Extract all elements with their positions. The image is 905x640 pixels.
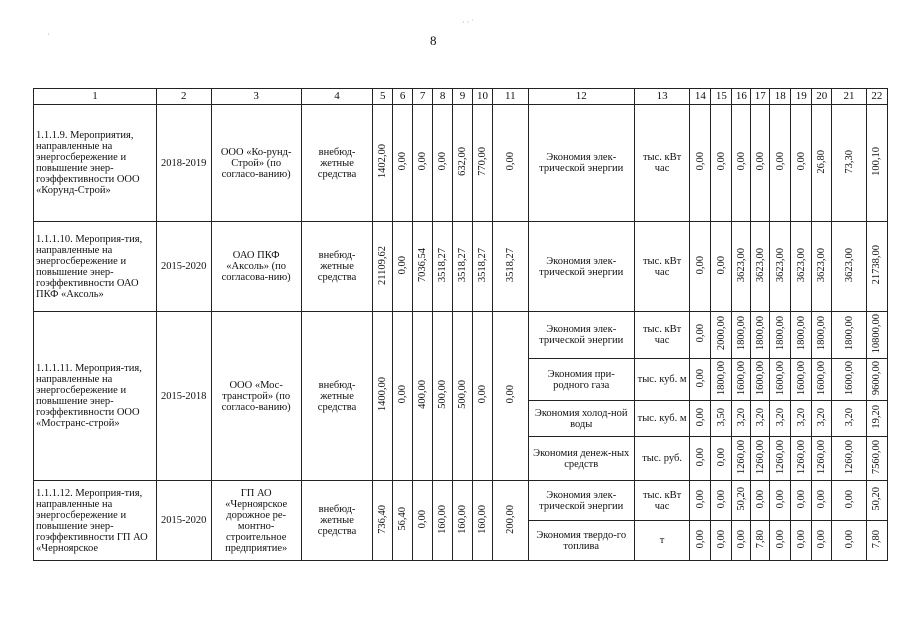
indicator-value (812, 437, 832, 481)
indicator-value (832, 401, 867, 437)
indicator-unit: тыс. кВт час (634, 105, 690, 222)
column-number: 4 (301, 89, 372, 105)
indicator-value-text: 0,00 (694, 368, 706, 388)
cost-value (473, 481, 493, 561)
indicator-value-text: 0,00 (694, 255, 706, 275)
cost-value-text: 0,00 (417, 152, 429, 171)
cost-value-text: 3518,27 (504, 247, 516, 283)
indicator-value-text: 100,10 (871, 147, 883, 176)
indicator-value-text: 1800,00 (715, 360, 727, 396)
scan-speck: · (47, 30, 50, 39)
indicator-value-text: 50,20 (871, 487, 883, 511)
cost-value (433, 312, 453, 481)
cost-value-text: 770,00 (476, 147, 488, 176)
indicator-value-text: 1260,00 (774, 439, 786, 475)
funding-source: внебюд-жетные средства (301, 312, 372, 481)
indicator-value (711, 401, 732, 437)
column-number: 15 (711, 89, 732, 105)
indicator-unit: тыс. руб. (634, 437, 690, 481)
indicator-unit: т (634, 521, 690, 561)
indicator-value (751, 437, 770, 481)
column-number: 18 (770, 89, 791, 105)
indicator-value-text: 1600,00 (795, 360, 807, 396)
indicator-name: Экономия элек-трической энергии (528, 481, 634, 521)
indicator-value-text: 1600,00 (735, 360, 747, 396)
measure-name: 1.1.1.9. Мероприятия, направленные на энергосбережение и повышение энер-гоэффективности ООО «Корунд-Строй» (34, 105, 157, 222)
scan-speck: · · ˙ (462, 18, 474, 27)
column-number: 22 (866, 89, 887, 105)
funding-source: внебюд-жетные средства (301, 222, 372, 312)
cost-value (393, 222, 413, 312)
indicator-value-text: 1800,00 (774, 316, 786, 351)
indicator-value-text: 1800,00 (843, 316, 855, 351)
indicator-value (732, 359, 751, 401)
indicator-name: Экономия элек-трической энергии (528, 222, 634, 312)
indicator-value-text: 0,00 (694, 529, 706, 549)
measure-period: 2015-2018 (156, 312, 211, 481)
measure-name: 1.1.1.11. Мероприя-тия, направленные на энергосбережение и повышение энер-гоэффективности ООО «Мостранс-строй» (34, 312, 157, 481)
indicator-name: Экономия элек-трической энергии (528, 312, 634, 359)
cost-value-text: 0,00 (504, 152, 516, 171)
page-number: 8 (430, 33, 437, 48)
cost-value (393, 105, 413, 222)
cost-value (373, 312, 393, 481)
indicator-value-text: 1600,00 (774, 360, 786, 396)
indicator-value (751, 359, 770, 401)
column-number: 9 (453, 89, 473, 105)
measure-executor: ООО «Мос-транстрой» (по согласо-ванию) (211, 312, 301, 481)
cost-value (373, 481, 393, 561)
column-number: 11 (492, 89, 528, 105)
column-number: 8 (433, 89, 453, 105)
table-row (34, 312, 888, 359)
cost-value (433, 222, 453, 312)
indicator-value (832, 312, 867, 359)
cost-value-text: 0,00 (504, 385, 516, 404)
measure-period: 2015-2020 (156, 481, 211, 561)
column-number: 20 (812, 89, 832, 105)
column-number: 12 (528, 89, 634, 105)
cost-value (473, 312, 493, 481)
cost-value-text: 3518,27 (437, 247, 449, 283)
indicator-value (751, 401, 770, 437)
indicator-value-text: 1800,00 (735, 316, 747, 351)
indicator-value-text: 1600,00 (843, 360, 855, 396)
cost-value-text: 3518,27 (476, 247, 488, 283)
indicator-value (770, 359, 791, 401)
indicator-value-text: 1800,00 (816, 316, 828, 351)
indicator-value-text: 3,20 (774, 407, 786, 427)
indicator-value (791, 312, 812, 359)
indicator-value-text: 0,00 (795, 489, 807, 509)
cost-value (492, 222, 528, 312)
cost-value-text: 0,00 (437, 152, 449, 171)
indicator-value-text: 0,00 (715, 255, 727, 275)
indicator-value-text: 0,00 (754, 152, 766, 171)
indicator-value (832, 437, 867, 481)
indicator-value (791, 105, 812, 222)
indicator-value-text: 0,00 (795, 529, 807, 549)
funding-source: внебюд-жетные средства (301, 481, 372, 561)
indicator-value (832, 521, 867, 561)
indicator-value-text: 1260,00 (754, 439, 766, 475)
indicator-value-text: 7560,00 (871, 439, 883, 475)
indicator-name: Экономия холод-ной воды (528, 401, 634, 437)
indicator-value (866, 481, 887, 521)
cost-value-text: 7036,54 (417, 247, 429, 283)
indicator-value (732, 521, 751, 561)
column-number: 19 (791, 89, 812, 105)
indicator-value-text: 1260,00 (843, 439, 855, 475)
indicator-value-text: 3623,00 (754, 247, 766, 283)
indicator-value (866, 312, 887, 359)
indicator-value-text: 0,00 (735, 152, 747, 171)
cost-value-text: 0,00 (476, 385, 488, 404)
indicator-value (812, 521, 832, 561)
indicator-value (751, 481, 770, 521)
cost-value (393, 312, 413, 481)
column-number: 10 (473, 89, 493, 105)
cost-value (453, 312, 473, 481)
indicator-value-text: 0,00 (843, 489, 855, 509)
indicator-value-text: 0,00 (715, 447, 727, 467)
indicator-value (866, 359, 887, 401)
measure-name: 1.1.1.12. Мероприя-тия, направленные на энергосбережение и повышение энер-гоэффективности ГП АО «Черноярское (34, 481, 157, 561)
cost-value (433, 481, 453, 561)
column-number: 1 (34, 89, 157, 105)
indicator-value (770, 312, 791, 359)
indicator-value-text: 2000,00 (715, 316, 727, 351)
indicator-value (812, 105, 832, 222)
indicator-value-text: 3623,00 (795, 247, 807, 283)
cost-value (433, 105, 453, 222)
indicator-value-text: 0,00 (694, 152, 706, 171)
indicator-value (866, 401, 887, 437)
indicator-value (832, 481, 867, 521)
cost-value-text: 0,00 (397, 385, 409, 404)
cost-value-text: 500,00 (437, 380, 449, 409)
indicator-value (732, 105, 751, 222)
measure-executor: ООО «Ко-рунд-Строй» (по согласо-ванию) (211, 105, 301, 222)
indicator-value-text: 0,00 (694, 407, 706, 427)
indicator-value (791, 401, 812, 437)
indicator-value (812, 312, 832, 359)
indicator-value (711, 359, 732, 401)
indicator-value (791, 437, 812, 481)
indicator-value-text: 3,20 (843, 407, 855, 427)
indicator-value (690, 222, 711, 312)
cost-value-text: 56,40 (397, 507, 409, 531)
cost-value (393, 481, 413, 561)
cost-value (373, 105, 393, 222)
indicator-value-text: 7,80 (871, 529, 883, 549)
funding-source: внебюд-жетные средства (301, 105, 372, 222)
indicator-value-text: 3623,00 (774, 247, 786, 283)
indicator-value-text: 3,20 (754, 407, 766, 427)
indicator-value (791, 359, 812, 401)
indicator-name: Экономия при-родного газа (528, 359, 634, 401)
indicator-value-text: 0,00 (795, 152, 807, 171)
indicator-value (690, 359, 711, 401)
indicator-value (770, 521, 791, 561)
indicator-value-text: 3,50 (715, 407, 727, 427)
indicator-value-text: 0,00 (754, 489, 766, 509)
column-number: 5 (373, 89, 393, 105)
cost-value-text: 500,00 (457, 380, 469, 409)
indicator-value (832, 105, 867, 222)
indicator-value (832, 222, 867, 312)
indicator-value (770, 105, 791, 222)
cost-value-text: 200,00 (504, 504, 516, 534)
indicator-name: Экономия твердо-го топлива (528, 521, 634, 561)
cost-value (413, 222, 433, 312)
indicator-value-text: 10800,00 (871, 313, 883, 354)
indicator-value (770, 401, 791, 437)
column-number: 16 (732, 89, 751, 105)
indicator-value-text: 1800,00 (795, 316, 807, 351)
indicator-value (812, 222, 832, 312)
indicator-value (690, 312, 711, 359)
cost-value (473, 105, 493, 222)
indicator-value (690, 437, 711, 481)
indicator-value (770, 481, 791, 521)
indicator-value (866, 437, 887, 481)
indicator-value (866, 105, 887, 222)
indicator-name: Экономия денеж-ных средств (528, 437, 634, 481)
column-number: 3 (211, 89, 301, 105)
cost-value (453, 222, 473, 312)
indicator-value (690, 401, 711, 437)
indicator-value (711, 481, 732, 521)
indicator-value-text: 0,00 (816, 489, 828, 509)
indicator-value-text: 3,20 (735, 407, 747, 427)
column-number: 21 (832, 89, 867, 105)
indicator-value (751, 521, 770, 561)
indicator-value (770, 222, 791, 312)
cost-value-text: 160,00 (437, 504, 449, 534)
indicator-value (791, 481, 812, 521)
indicator-value (690, 521, 711, 561)
indicator-value-text: 0,00 (735, 529, 747, 549)
indicator-unit: тыс. куб. м (634, 359, 690, 401)
indicator-value (832, 359, 867, 401)
indicator-value (812, 481, 832, 521)
cost-value (453, 481, 473, 561)
indicator-value (732, 222, 751, 312)
indicator-value-text: 7,80 (754, 529, 766, 549)
indicator-value (711, 222, 732, 312)
cost-value (413, 312, 433, 481)
indicator-value-text: 0,00 (694, 324, 706, 343)
indicator-value (791, 222, 812, 312)
measure-period: 2018-2019 (156, 105, 211, 222)
indicator-value (690, 481, 711, 521)
indicator-value (732, 481, 751, 521)
indicator-unit: тыс. кВт час (634, 222, 690, 312)
indicator-value-text: 1600,00 (754, 360, 766, 396)
cost-value (492, 481, 528, 561)
cost-value (453, 105, 473, 222)
cost-value-text: 1400,00 (377, 377, 389, 412)
indicator-value-text: 21738,00 (871, 245, 883, 285)
indicator-value-text: 3,20 (795, 407, 807, 427)
cost-value (492, 105, 528, 222)
indicator-value (751, 105, 770, 222)
indicator-value-text: 0,00 (774, 489, 786, 509)
cost-value (413, 105, 433, 222)
cost-value-text: 736,40 (377, 504, 389, 534)
indicator-value-text: 50,20 (735, 487, 747, 511)
cost-value-text: 0,00 (417, 509, 429, 529)
indicator-value-text: 1260,00 (816, 439, 828, 475)
column-number: 14 (690, 89, 711, 105)
indicator-value (866, 222, 887, 312)
indicator-value-text: 9600,00 (871, 360, 883, 396)
indicator-value (690, 105, 711, 222)
indicator-unit: тыс. куб. м (634, 401, 690, 437)
indicator-unit: тыс. кВт час (634, 312, 690, 359)
column-number: 13 (634, 89, 690, 105)
cost-value-text: 632,00 (457, 147, 469, 176)
cost-value (492, 312, 528, 481)
measure-executor: ОАО ПКФ «Аксоль» (по согласова-нию) (211, 222, 301, 312)
indicator-value-text: 1600,00 (816, 360, 828, 396)
indicator-value-text: 0,00 (774, 152, 786, 171)
indicator-unit: тыс. кВт час (634, 481, 690, 521)
indicator-value (732, 312, 751, 359)
measures-table (33, 88, 888, 561)
indicator-value-text: 0,00 (715, 152, 727, 171)
indicator-value (791, 521, 812, 561)
measure-name: 1.1.1.10. Мероприя-тия, направленные на энергосбережение и повышение энер-гоэффективности ОАО ПКФ «Аксоль» (34, 222, 157, 312)
indicator-value (732, 437, 751, 481)
cost-value-text: 0,00 (397, 255, 409, 275)
cost-value (373, 222, 393, 312)
column-number: 7 (413, 89, 433, 105)
cost-value-text: 400,00 (417, 380, 429, 409)
cost-value-text: 0,00 (397, 152, 409, 171)
table-row (34, 481, 888, 521)
indicator-value (812, 359, 832, 401)
indicator-value-text: 1800,00 (754, 316, 766, 351)
indicator-value-text: 1260,00 (795, 439, 807, 475)
indicator-value (711, 521, 732, 561)
indicator-value-text: 0,00 (816, 529, 828, 549)
indicator-value (751, 312, 770, 359)
indicator-value-text: 3623,00 (735, 247, 747, 283)
column-number: 17 (751, 89, 770, 105)
indicator-value-text: 0,00 (694, 447, 706, 467)
indicator-value (751, 222, 770, 312)
measure-period: 2015-2020 (156, 222, 211, 312)
indicator-value (770, 437, 791, 481)
indicator-value (711, 312, 732, 359)
indicator-name: Экономия элек-трической энергии (528, 105, 634, 222)
measure-executor: ГП АО «Черноярское дорожное ре-монтно-строительное предприятие» (211, 481, 301, 561)
indicator-value (711, 437, 732, 481)
table-row (34, 105, 888, 222)
indicator-value-text: 0,00 (694, 489, 706, 509)
indicator-value-text: 3623,00 (816, 247, 828, 283)
indicator-value-text: 0,00 (843, 529, 855, 549)
column-number: 2 (156, 89, 211, 105)
cost-value-text: 3518,27 (457, 247, 469, 283)
indicator-value-text: 1260,00 (735, 439, 747, 475)
indicator-value (866, 521, 887, 561)
cost-value (473, 222, 493, 312)
indicator-value-text: 73,30 (843, 149, 855, 174)
indicator-value-text: 3623,00 (843, 247, 855, 283)
cost-value-text: 1402,00 (377, 144, 389, 179)
indicator-value (732, 401, 751, 437)
cost-value-text: 160,00 (457, 504, 469, 534)
indicator-value (812, 401, 832, 437)
indicator-value-text: 0,00 (715, 489, 727, 509)
header-row (34, 89, 888, 105)
column-number: 6 (393, 89, 413, 105)
indicator-value-text: 19,20 (871, 405, 883, 429)
indicator-value-text: 0,00 (715, 529, 727, 549)
cost-value-text: 21109,62 (377, 245, 389, 285)
cost-value-text: 160,00 (476, 504, 488, 534)
table-row (34, 222, 888, 312)
indicator-value-text: 3,20 (816, 407, 828, 427)
indicator-value (711, 105, 732, 222)
indicator-value-text: 26,80 (816, 149, 828, 174)
cost-value (413, 481, 433, 561)
indicator-value-text: 0,00 (774, 529, 786, 549)
